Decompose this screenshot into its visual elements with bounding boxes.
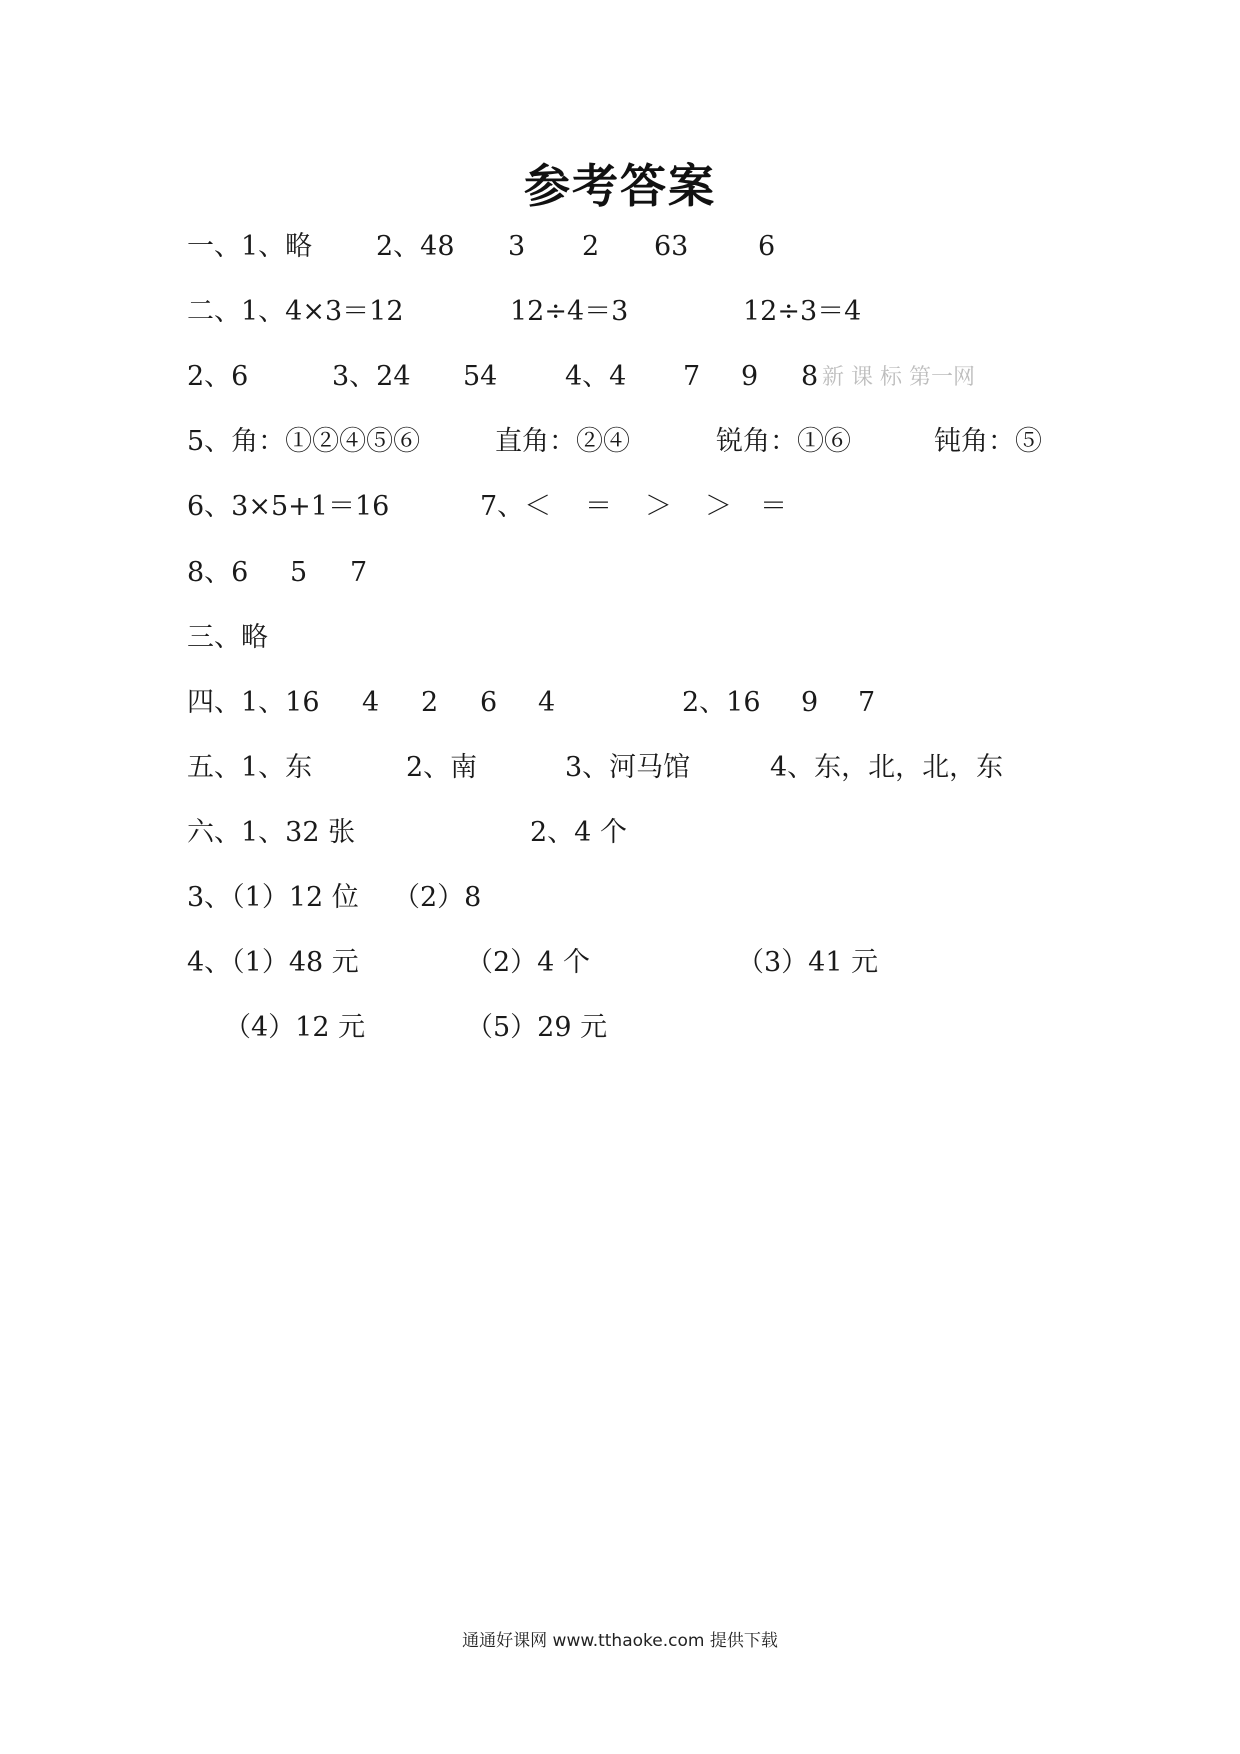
answer-6-4c: （3）41 元 — [737, 947, 879, 978]
answer-1-2: 2、48 — [376, 231, 455, 262]
answer-2-3: 3、24 — [332, 361, 411, 392]
answer-1-2-v3: 63 — [654, 231, 689, 262]
answer-6-4d: （4）12 元 — [224, 1012, 366, 1043]
answer-6-4: 4、（1）48 元 — [187, 947, 359, 978]
answer-4-2: 2、16 — [682, 687, 761, 718]
answer-2-7c: ＞ — [645, 491, 672, 522]
answer-2-7e: ＝ — [760, 491, 787, 522]
answer-1-2-v1: 3 — [508, 231, 526, 262]
answer-4-1: 四、1、16 — [187, 687, 320, 718]
answer-2-4d: 8 — [801, 361, 819, 392]
answer-2-3b: 54 — [463, 361, 498, 392]
answer-2-2: 2、6 — [187, 361, 249, 392]
footer-text: 通通好课网 www.tthaoke.com 提供下载 — [462, 1631, 778, 1651]
answer-2-4: 4、4 — [565, 361, 627, 392]
answer-2-5: 5、角：①②④⑤⑥ — [187, 426, 421, 457]
answer-6-4e: （5）29 元 — [466, 1012, 608, 1043]
answer-1-1: 一、1、略 — [187, 231, 313, 262]
answer-2-8c: 7 — [350, 557, 368, 588]
answer-2-7d: ＞ — [705, 491, 732, 522]
answer-2-5-acute: 锐角：①⑥ — [716, 426, 851, 457]
answer-4-2b: 9 — [801, 687, 819, 718]
answer-6-3: 3、（1）12 位 — [187, 882, 359, 913]
answer-2-4b: 7 — [683, 361, 701, 392]
answer-4-2c: 7 — [858, 687, 876, 718]
answer-4-1c: 2 — [421, 687, 439, 718]
answer-2-8b: 5 — [290, 557, 308, 588]
answer-2-5-obtuse: 钝角：⑤ — [934, 426, 1042, 457]
answer-2-1-eq3: 12÷3＝4 — [743, 296, 862, 327]
answer-2-7b: ＝ — [585, 491, 612, 522]
answer-4-1e: 4 — [538, 687, 556, 718]
answer-5-4: 4、东，北，北，东 — [770, 752, 1004, 783]
answer-6-1: 六、1、32 张 — [187, 817, 356, 848]
answer-6-2: 2、4 个 — [530, 817, 627, 848]
answer-6-4b: （2）4 个 — [466, 947, 590, 978]
answer-2-5-right: 直角：②④ — [495, 426, 630, 457]
answer-2-8: 8、6 — [187, 557, 249, 588]
answer-1-2-v2: 2 — [582, 231, 600, 262]
answer-4-1d: 6 — [480, 687, 498, 718]
answer-3: 三、略 — [187, 622, 268, 653]
watermark-text: 新 课 标 第一网 — [822, 365, 975, 390]
answer-2-6: 6、3×5+1＝16 — [187, 491, 390, 522]
answer-6-3b: （2）8 — [393, 882, 482, 913]
answer-5-3: 3、河马馆 — [565, 752, 691, 783]
answer-1-2-v4: 6 — [758, 231, 776, 262]
answer-2-7: 7、＜ — [480, 491, 552, 522]
answer-5-1: 五、1、东 — [187, 752, 313, 783]
answer-2-4c: 9 — [741, 361, 759, 392]
answer-5-2: 2、南 — [406, 752, 478, 783]
answer-2-1: 二、1、4×3＝12 — [187, 296, 404, 327]
answer-2-1-eq2: 12÷4＝3 — [510, 296, 629, 327]
page-title: 参考答案 — [524, 159, 716, 213]
answer-4-1b: 4 — [362, 687, 380, 718]
